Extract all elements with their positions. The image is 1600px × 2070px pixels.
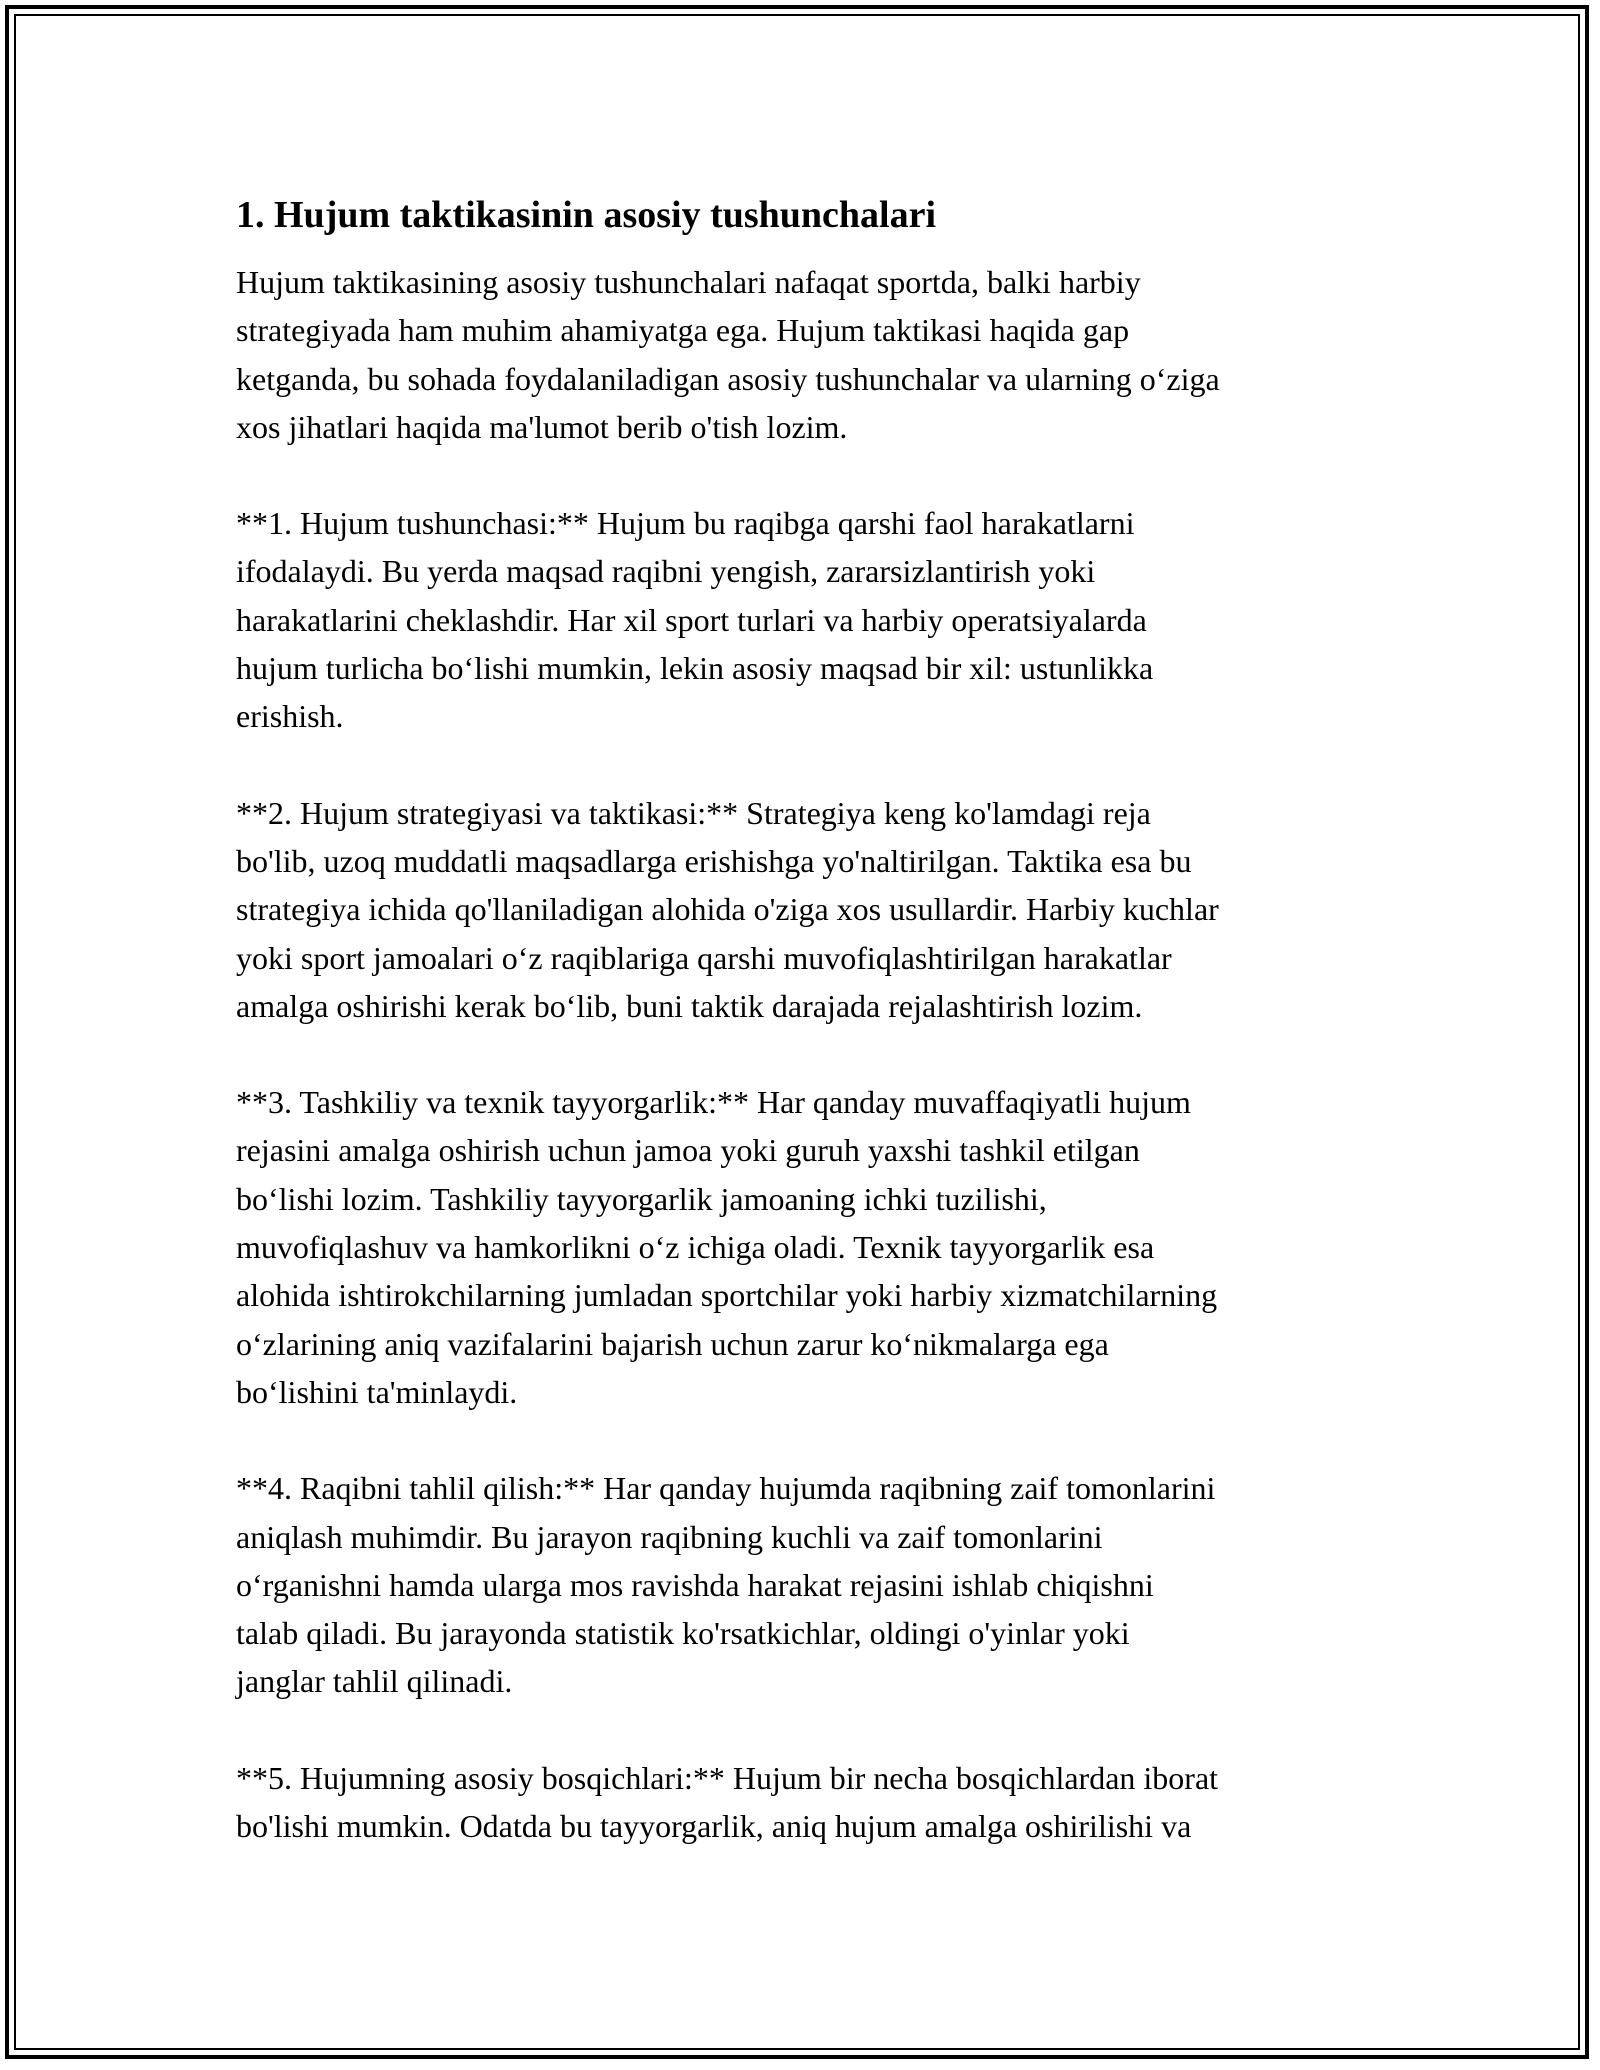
- text-line: talab qiladi. Bu jarayonda statistik ko'rsatkichlar, oldingi o'yinlar yoki: [236, 1615, 1130, 1652]
- text-line: bo'lib, uzoq muddatli maqsadlarga erishishga yo'naltirilgan. Taktika esa bu: [236, 842, 1192, 879]
- text-line: **5. Hujumning asosiy bosqichlari:** Hujum bir necha bosqichlardan iborat: [236, 1759, 1219, 1796]
- text-line: **1. Hujum tushunchasi:** Hujum bu raqibga qarshi faol harakatlarni: [236, 505, 1135, 542]
- paragraph-hujum-tushunchasi: [236, 499, 1376, 740]
- paragraph-tayyorgarlik: [236, 1078, 1376, 1416]
- text-line: aniqlash muhimdir. Bu jarayon raqibning kuchli va zaif tomonlarini: [236, 1518, 1103, 1555]
- paragraph-bosqichlar: [236, 1754, 1376, 1851]
- section-heading: 1. Hujum taktikasinin asosiy tushunchalari: [236, 194, 937, 236]
- text-line: bo‘lishini ta'minlaydi.: [236, 1373, 518, 1410]
- intro-paragraph: [236, 258, 1376, 451]
- text-line: xos jihatlari haqida ma'lumot berib o'tish lozim.: [236, 408, 848, 445]
- text-line: harakatlarini cheklashdir. Har xil sport turlari va harbiy operatsiyalarda: [236, 601, 1147, 638]
- text-line: o‘zlarining aniq vazifalarini bajarish uchun zarur ko‘nikmalarga ega: [236, 1325, 1109, 1362]
- text-line: ifodalaydi. Bu yerda maqsad raqibni yengish, zararsizlantirish yoki: [236, 553, 1096, 590]
- text-line: **2. Hujum strategiyasi va taktikasi:** Strategiya keng ko'lamdagi reja: [236, 794, 1151, 831]
- text-line: muvofiqlashuv va hamkorlikni o‘z ichiga oladi. Texnik tayyorgarlik esa: [236, 1229, 1155, 1266]
- text-line: yoki sport jamoalari o‘z raqiblariga qarshi muvofiqlashtirilgan harakatlar: [236, 939, 1172, 976]
- text-line: bo'lishi mumkin. Odatda bu tayyorgarlik, aniq hujum amalga oshirilishi va: [236, 1808, 1192, 1845]
- text-line: **4. Raqibni tahlil qilish:** Har qanday hujumda raqibning zaif tomonlarini: [236, 1470, 1216, 1507]
- text-line: strategiyada ham muhim ahamiyatga ega. Hujum taktikasi haqida gap: [236, 312, 1130, 349]
- document-body: [236, 186, 1376, 1898]
- text-line: **3. Tashkiliy va texnik tayyorgarlik:** Har qanday muvaffaqiyatli hujum: [236, 1084, 1191, 1121]
- text-line: amalga oshirishi kerak bo‘lib, buni taktik darajada rejalashtirish lozim.: [236, 987, 1143, 1024]
- text-line: o‘rganishni hamda ularga mos ravishda harakat rejasini ishlab chiqishni: [236, 1566, 1154, 1603]
- paragraph-strategiya-taktika: [236, 789, 1376, 1030]
- text-line: erishish.: [236, 698, 344, 735]
- text-line: rejasini amalga oshirish uchun jamoa yoki guruh yaxshi tashkil etilgan: [236, 1132, 1140, 1169]
- text-line: strategiya ichida qo'llaniladigan alohida o'ziga xos usullardir. Harbiy kuchlar: [236, 891, 1219, 928]
- text-line: alohida ishtirokchilarning jumladan sportchilar yoki harbiy xizmatchilarning: [236, 1277, 1218, 1314]
- text-line: bo‘lishi lozim. Tashkiliy tayyorgarlik jamoaning ichki tuzilishi,: [236, 1180, 1047, 1217]
- text-line: ketganda, bu sohada foydalaniladigan asosiy tushunchalar va ularning o‘ziga: [236, 360, 1220, 397]
- text-line: janglar tahlil qilinadi.: [236, 1663, 513, 1700]
- text-line: hujum turlicha bo‘lishi mumkin, lekin asosiy maqsad bir xil: ustunlikka: [236, 650, 1154, 687]
- text-line: Hujum taktikasining asosiy tushunchalari nafaqat sportda, balki harbiy: [236, 264, 1141, 300]
- paragraph-raqib-tahlili: [236, 1464, 1376, 1705]
